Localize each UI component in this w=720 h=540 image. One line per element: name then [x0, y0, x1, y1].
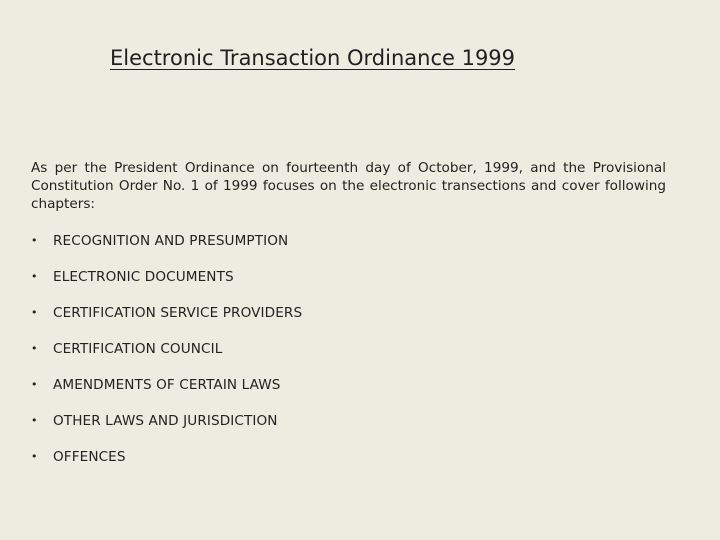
list-item [31, 303, 302, 339]
bullet-icon: • [31, 414, 38, 427]
chapter-label: OTHER LAWS AND JURISDICTION [53, 413, 278, 429]
chapter-list [31, 231, 302, 483]
list-item [31, 375, 302, 411]
bullet-icon: • [31, 270, 38, 283]
chapter-label: AMENDMENTS OF CERTAIN LAWS [53, 377, 281, 393]
bullet-icon: • [31, 450, 38, 463]
list-item [31, 447, 302, 483]
list-item [31, 231, 302, 267]
list-item [31, 339, 302, 375]
chapter-label: OFFENCES [53, 449, 126, 465]
chapter-label: ELECTRONIC DOCUMENTS [53, 269, 234, 285]
bullet-icon: • [31, 378, 38, 391]
chapter-label: CERTIFICATION SERVICE PROVIDERS [53, 305, 303, 321]
chapter-label: RECOGNITION AND PRESUMPTION [53, 233, 289, 249]
intro-paragraph: As per the President Ordinance on fourteenth day of October, 1999, and the Provisional Constitution Order No. 1 of 1999 focuses on the electronic transections and cover following chapters: [31, 160, 666, 212]
slide-title: Electronic Transaction Ordinance 1999 [110, 46, 516, 70]
list-item [31, 267, 302, 303]
list-item [31, 411, 302, 447]
bullet-icon: • [31, 342, 38, 355]
chapter-label: CERTIFICATION COUNCIL [53, 341, 223, 357]
bullet-icon: • [31, 306, 38, 319]
bullet-icon: • [31, 234, 38, 247]
